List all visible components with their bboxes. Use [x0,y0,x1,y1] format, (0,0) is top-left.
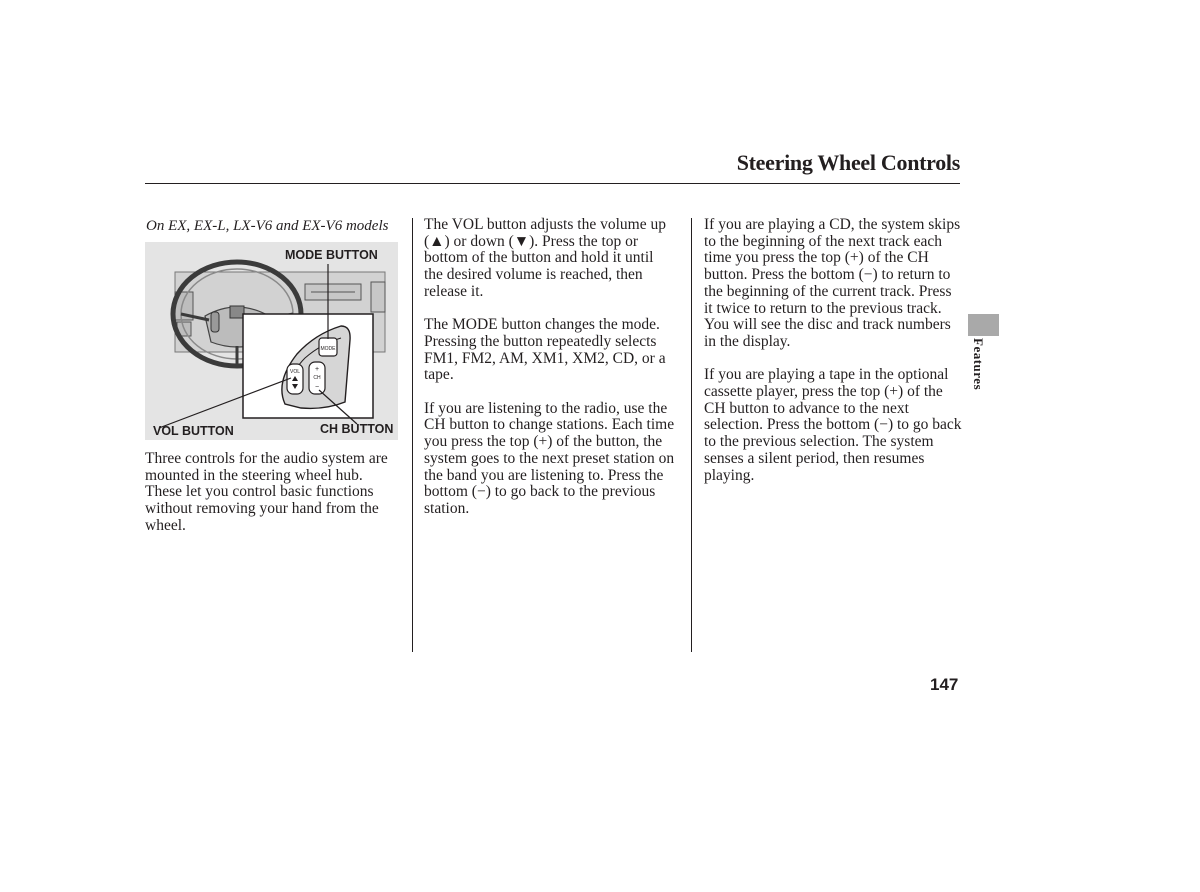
column-divider-1 [412,218,413,652]
inset-ch-text: CH [313,375,321,381]
svg-text:+: + [314,366,320,373]
header-rule [145,183,960,184]
mode-button-label: MODE BUTTON [285,248,378,262]
mode-paragraph: The MODE button changes the mode. Pressing the button repeatedly selects FM1, FM2, AM, XM1, XM2, CD, or a tape. [424,316,666,384]
radio-paragraph: If you are listening to the radio, use the CH button to change stations. Each time you press the top (+) of the button, the system goes to the next preset station on the band you are listening to. Press the bottom (−) to go back to the previous station. [424,399,675,517]
column-divider-2 [691,218,692,652]
vol-paragraph: The VOL button adjusts the volume up (▲) or down (▼). Press the top or bottom of the button and hold it until the desired volume is reached, then release it. [424,216,666,300]
page-title: Steering Wheel Controls [736,150,960,175]
tape-paragraph: If you are playing a tape in the optional cassette player, press the top (+) of the CH button to advance to the next selection. Press the bottom (−) to go back to the previous selection. The system senses a silent period, then resumes playing. [704,366,962,484]
steering-wheel-figure [145,242,398,440]
vol-button-label: VOL BUTTON [153,424,234,438]
section-tab-label: Features [971,338,986,391]
cd-paragraph: If you are playing a CD, the system skips to the beginning of the next track each time you press the top (+) of the CH button. Press the bottom (−) to return to the beginning of the current track. Press it twice to return to the previous track. You will see the disc and track numbers in the display. [704,216,961,350]
column-2-text [424,217,676,534]
ch-button-label: CH BUTTON [320,422,394,436]
svg-text:−: − [314,384,320,391]
column-1-text [145,451,401,551]
column-3-text [704,217,962,501]
steering-wheel-illustration [145,242,398,440]
model-caption: On EX, EX-L, LX-V6 and EX-V6 models [146,218,389,234]
intro-paragraph: Three controls for the audio system are mounted in the steering wheel hub. These let you control basic functions without removing your hand from the wheel. [145,450,388,534]
section-tab [968,314,999,336]
inset-vol-text: VOL [289,369,301,375]
inset-mode-text: MODE [320,346,336,352]
page-number: 147 [930,675,959,694]
